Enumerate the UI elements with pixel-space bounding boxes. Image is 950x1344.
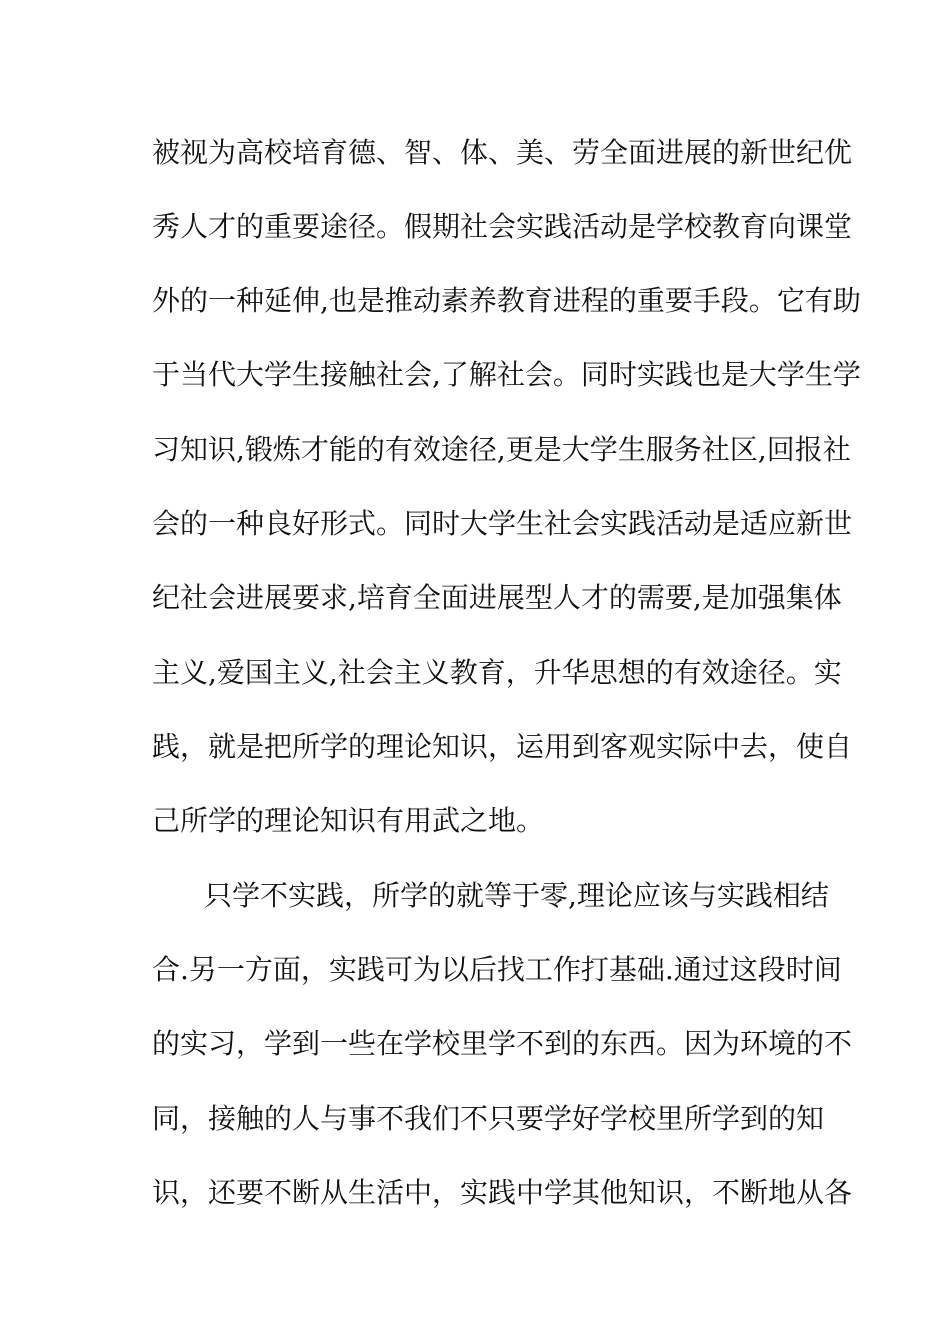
text-line: 合.另一方面，实践可为以后找工作打基础.通过这段时间 [152,953,842,986]
text-line: 于当代大学生接触社会,了解社会。同时实践也是大学生学 [152,358,861,391]
text-line: 纪社会进展要求,培育全面进展型人才的需要,是加强集体 [152,581,842,614]
text-line: 的实习，学到一些在学校里学不到的东西。因为环境的不 [152,1027,853,1060]
text-line: 外的一种延伸,也是推动素养教育进程的重要手段。它有助 [152,284,861,317]
text-line: 己所学的理论知识有用武之地。 [152,804,545,837]
text-line: 践，就是把所学的理论知识，运用到客观实际中去，使自 [152,730,853,763]
text-line: 只学不实践，所学的就等于零,理论应该与实践相结 [204,879,829,912]
text-line: 秀人才的重要途径。假期社会实践活动是学校教育向课堂 [152,210,853,243]
text-line: 识，还要不断从生活中，实践中学其他知识，不断地从各 [152,1176,853,1209]
text-line: 主义,爱国主义,社会主义教育，升华思想的有效途径。实 [152,656,842,689]
text-line: 被视为高校培育德、智、体、美、劳全面进展的新世纪优 [152,136,853,169]
text-line: 会的一种良好形式。同时大学生社会实践活动是适应新世 [152,507,853,540]
text-line: 习知识,锻炼才能的有效途径,更是大学生服务社区,回报社 [152,433,851,466]
text-line: 同，接触的人与事不我们不只要学好学校里所学到的知 [152,1102,825,1135]
